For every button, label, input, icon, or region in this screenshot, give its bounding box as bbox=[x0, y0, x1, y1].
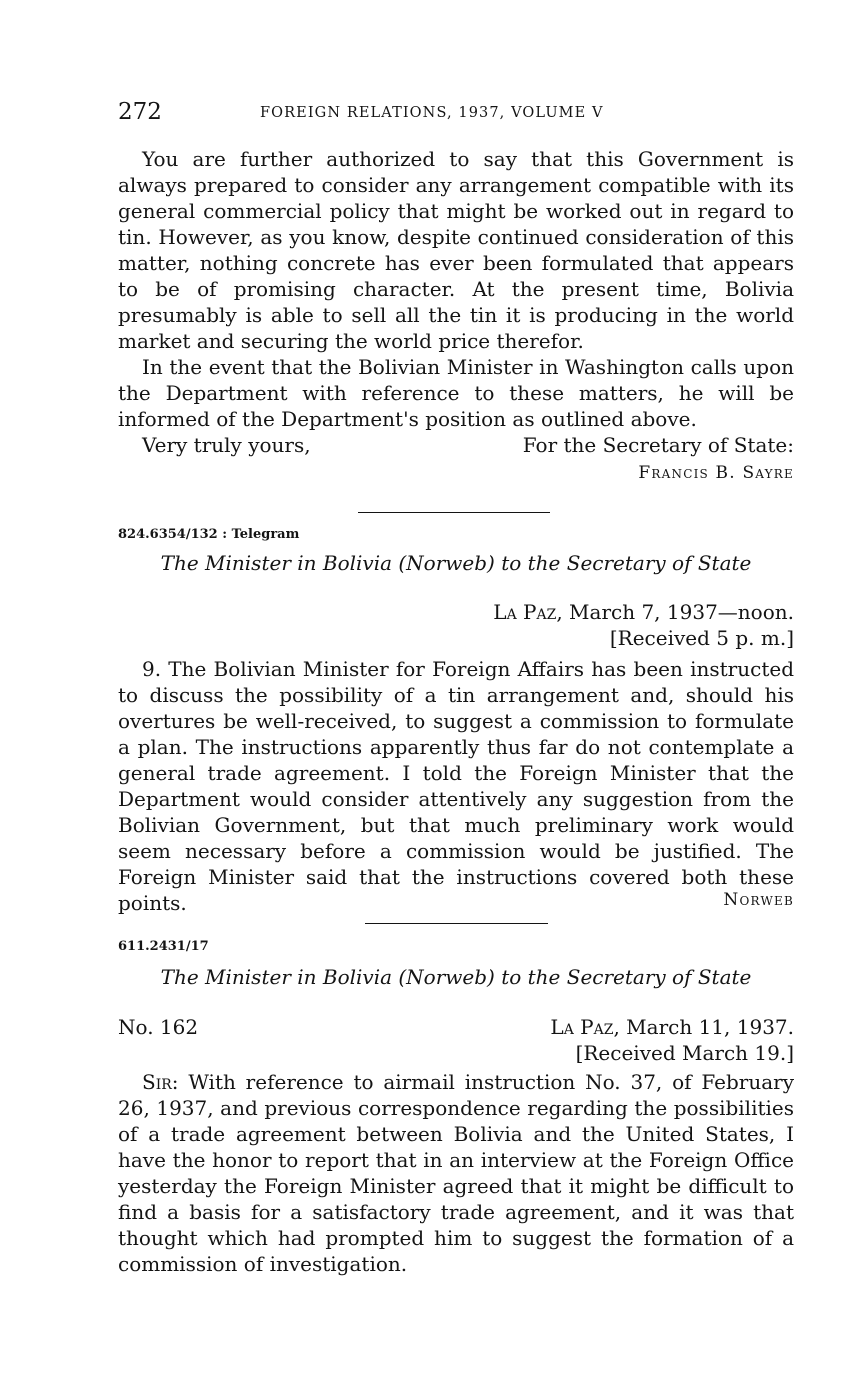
doc1-closing-row bbox=[118, 432, 794, 458]
doc2-file-reference: 824.6354/132 : Telegram bbox=[118, 527, 300, 542]
doc3-paragraph bbox=[118, 1069, 794, 1277]
doc3-title: The Minister in Bolivia (Norweb) to the Secretary of State bbox=[160, 965, 752, 989]
doc2-paragraph: 9. The Bolivian Minister for Foreign Affairs has been instructed to discuss the possibility of a tin arrangement and, should his overtures be well-received, to suggest a commission to formulate a plan. The instructions apparently thus far do not contemplate a general trade agreement. I told the Foreign Minister that the Department would consider attentively any suggestion from the Bolivian Government, but that much preliminary work would seem necessary before a commission would be justified. The Foreign Minister said that the instructions covered both these points. bbox=[118, 657, 794, 915]
section-divider bbox=[365, 923, 548, 924]
doc1-paragraph-2: In the event that the Bolivian Minister in Washington calls upon the Department with reference to these matters, he will be informed of the Department's position as outlined above. bbox=[118, 355, 794, 431]
section-divider bbox=[358, 512, 550, 513]
page-header bbox=[118, 99, 794, 133]
doc3-paragraph-text: With reference to airmail instruction No. 37, of February 26, 1937, and previous correspondence regarding the possibilities of a trade agreement between Bolivia and the United States, I have the honor to report that in an interview at the Foreign Office yesterday the Foreign Minister agreed that it might be difficult to find a basis for a satisfactory trade agreement, and it was that thought which had prompted him to suggest the formation of a commission of investigation. bbox=[118, 1070, 794, 1276]
page-number: 272 bbox=[118, 99, 162, 125]
doc3-salutation: Sir: bbox=[142, 1070, 179, 1094]
doc2-place: La Paz, bbox=[493, 600, 563, 624]
doc1-paragraph-1: You are further authorized to say that this Government is always prepared to consider any arrangement compatible with its general commercial policy that might be worked out in regard to tin. However, as you know, despite continued consideration of this matter, nothing concrete has ever been formulated that appears to be of promising character. At the present time, Bolivia presumably is able to sell all the tin it is producing in the world market and securing the world price therefor. bbox=[118, 147, 794, 353]
doc3-dateline bbox=[550, 1014, 794, 1040]
doc3-number: No. 162 bbox=[118, 1015, 199, 1039]
doc3-file-reference: 611.2431/17 bbox=[118, 939, 209, 954]
doc1-closing: Very truly yours, bbox=[142, 433, 311, 457]
doc3-date: March 11, 1937. bbox=[626, 1015, 794, 1039]
doc3-number-dateline-row bbox=[118, 1014, 794, 1040]
doc2-received: [Received 5 p. m.] bbox=[609, 626, 794, 650]
doc3-place: La Paz, bbox=[550, 1015, 620, 1039]
doc1-signature: Francis B. Sayre bbox=[638, 463, 794, 483]
doc2-date: March 7, 1937—noon. bbox=[569, 600, 794, 624]
running-title: FOREIGN RELATIONS, 1937, VOLUME V bbox=[260, 105, 604, 121]
doc2-title: The Minister in Bolivia (Norweb) to the Secretary of State bbox=[160, 551, 752, 575]
doc2-dateline bbox=[118, 599, 794, 625]
doc3-received: [Received March 19.] bbox=[575, 1041, 794, 1065]
doc2-signature: Norweb bbox=[723, 890, 794, 910]
doc1-for-line: For the Secretary of State: bbox=[522, 433, 794, 457]
